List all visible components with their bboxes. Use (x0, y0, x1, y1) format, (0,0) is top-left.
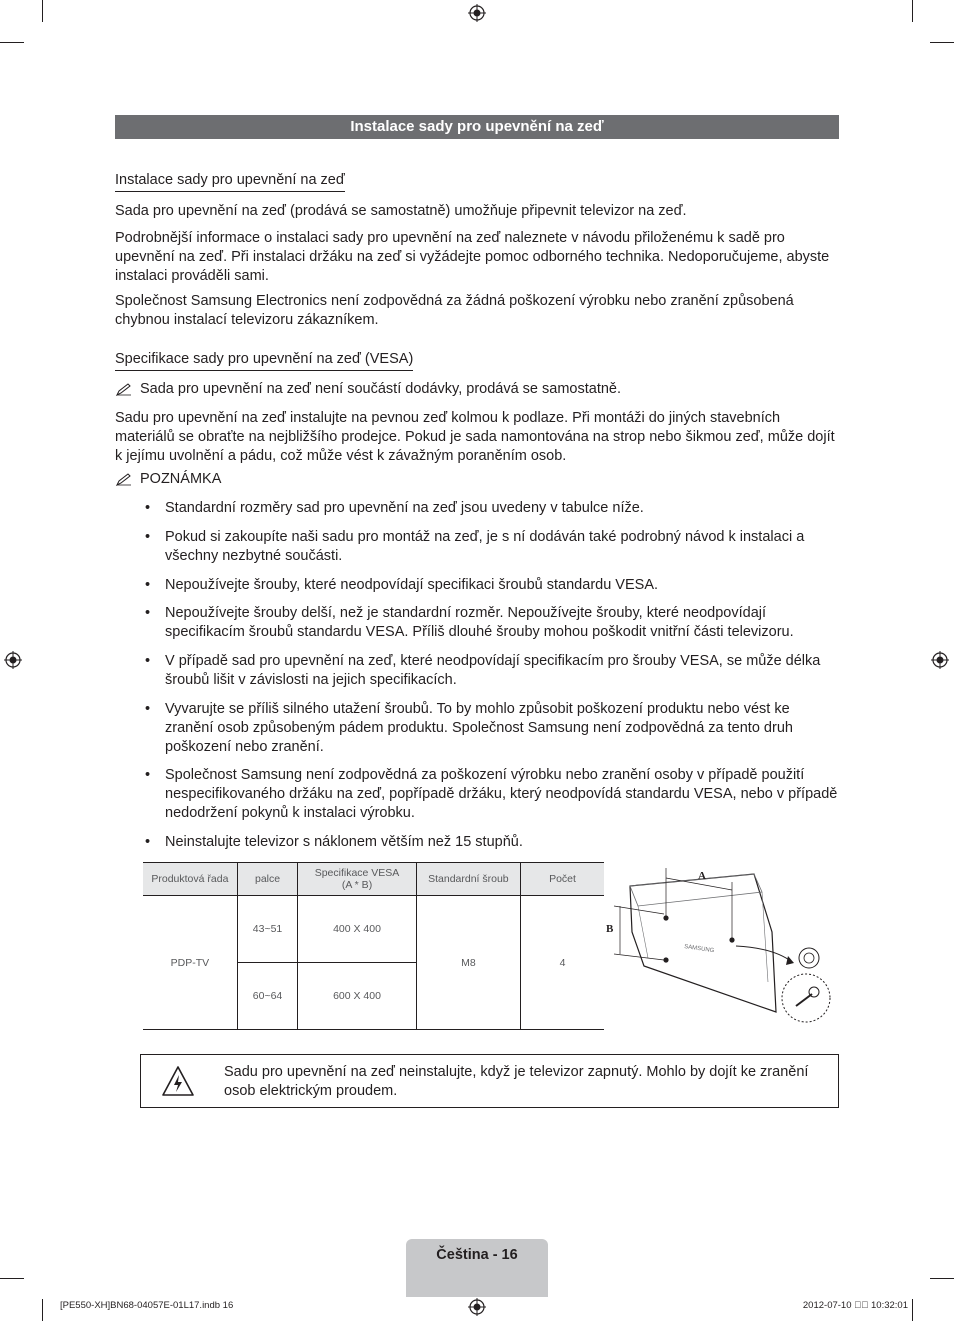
cell-screw: M8 (416, 896, 520, 1030)
registration-mark-icon (931, 651, 949, 669)
crop-mark (42, 1299, 43, 1321)
cell-inches: 43~51 (237, 896, 297, 963)
cell-count: 4 (520, 896, 604, 1030)
table-header-row (143, 863, 604, 896)
list-item: • V případě sad pro upevnění na zeď, které neodpovídají specifikacím pro šrouby VESA, se může délka šroubů lišit v závislosti na jejich specifikacích. (145, 653, 821, 688)
vesa-heading: Specifikace sady pro upevnění na zeď (VESA) (115, 351, 413, 371)
cell-product: PDP-TV (143, 896, 237, 1030)
cell-inches: 60~64 (237, 963, 297, 1030)
dimension-a-label: A (698, 870, 706, 882)
list-item: • Společnost Samsung není zodpovědná za poškození výrobku nebo zranění osoby v případě použití nespecifikovaného držáku na zeď, popřípadě držáku, který neodpovídá standardu VESA, nebo v případě nedodržení pokynů k instalaci výrobku. (145, 767, 838, 821)
header-inches: palce (237, 863, 297, 896)
crop-mark (42, 0, 43, 22)
crop-mark (0, 42, 24, 43)
list-item: • Vyvarujte se příliš silného utažení šroubů. To by mohlo způsobit poškození produktu nebo vést ke zranění osob způsobeným pádem produktu. Společnost Samsung není zodpovědná za tento druh poškození nebo zranění. (145, 701, 793, 755)
install-paragraph-2: Podrobnější informace o instalaci sady pro upevnění na zeď naleznete v návodu přiloženému k sadě pro upevnění na zeď. Při instalaci držáku na zeď si vyžádejte pomoc odborného technika. Nedoporučujeme, abyste instalaci prováděli sami. (115, 230, 830, 284)
list-item: • Neinstalujte televizor s náklonem větším než 15 stupňů. (145, 834, 523, 850)
cell-vesa: 400 X 400 (298, 896, 417, 963)
header-screw: Standardní šroub (416, 863, 520, 896)
install-heading: Instalace sady pro upevnění na zeď (115, 172, 345, 192)
crop-mark (912, 0, 913, 22)
header-count: Počet (520, 863, 604, 896)
crop-mark (930, 1278, 954, 1279)
install-paragraph-1: Sada pro upevnění na zeď (prodává se samostatně) umožňuje připevnit televizor na zeď. (115, 203, 687, 219)
list-item: • Pokud si zakoupíte naši sadu pro montáž na zeď, je s ní dodáván také podrobný návod k instalaci a všechny nezbytné součásti. (145, 529, 805, 564)
note-pencil-icon (115, 383, 133, 397)
list-item-text: Vyvarujte se příliš silného utažení šroubů. To by mohlo způsobit poškození produktu nebo vést ke zranění osob způsobeným pádem produktu. Společnost Samsung není zodpovědná za tento druh poškození nebo zranění. (165, 701, 793, 755)
crop-mark (0, 1278, 24, 1279)
dimension-b-label: B (606, 923, 614, 935)
header-vesa (298, 863, 417, 896)
header-vesa-line1: Specifikace VESA (314, 867, 400, 879)
registration-mark-icon (4, 651, 22, 669)
tv-mount-diagram (604, 862, 840, 1026)
list-item-text: V případě sad pro upevnění na zeď, které neodpovídají specifikacím pro šrouby VESA, se může délka šroubů lišit v závislosti na jejich specifikacích. (165, 653, 821, 688)
cell-vesa: 600 X 400 (298, 963, 417, 1030)
list-item-text: Neinstalujte televizor s náklonem větším než 15 stupňů. (165, 834, 523, 850)
vesa-paragraph: Sadu pro upevnění na zeď instalujte na pevnou zeď kolmou k podlaze. Při montáži do jiných stavebních materiálů se obraťte na nejbližšího prodejce. Pokud je sada namontována na strop nebo šikmou zeď, může dojít k jejímu uvolnění a pádu, což může vést k závažným poraněním osob. (115, 410, 835, 464)
install-paragraph-3: Společnost Samsung Electronics není zodpovědná za žádná poškození výrobku nebo zranění způsobená chybnou instalací televizoru zákazníkem. (115, 293, 794, 328)
list-item: • Nepoužívejte šrouby, které neodpovídají specifikaci šroubů standardu VESA. (145, 577, 659, 593)
crop-mark (912, 1299, 913, 1321)
list-item-text: Standardní rozměry sad pro upevnění na zeď jsou uvedeny v tabulce níže. (165, 500, 644, 516)
page-number: Čeština - 16 (406, 1239, 548, 1297)
registration-mark-icon (468, 1298, 486, 1316)
section-title: Instalace sady pro upevnění na zeď (115, 115, 839, 139)
list-item: • Nepoužívejte šrouby delší, než je standardní rozměr. Nepoužívejte šrouby, které neodpovídají specifikacím šroubů standardu VESA. Příliš dlouhé šrouby mohou poškodit vnitřní části televizoru. (145, 605, 794, 640)
footer-file-info: [PE550-XH]BN68-04057E-01L17.indb 16 (60, 1300, 234, 1311)
warning-text: Sadu pro upevnění na zeď neinstalujte, když je televizor zapnutý. Mohlo by dojít ke zranění osob elektrickým proudem. (224, 1064, 809, 1099)
table-row (143, 896, 604, 963)
header-vesa-line2: (A * B) (341, 879, 373, 891)
registration-mark-icon (468, 4, 486, 22)
list-item-text: Nepoužívejte šrouby delší, než je standardní rozměr. Nepoužívejte šrouby, které neodpovídají specifikacím šroubů standardu VESA. Příliš dlouhé šrouby mohou poškodit vnitřní části televizoru. (165, 605, 794, 640)
list-item-text: Nepoužívejte šrouby, které neodpovídají specifikaci šroubů standardu VESA. (165, 577, 659, 593)
list-item: • Standardní rozměry sad pro upevnění na zeď jsou uvedeny v tabulce níže. (145, 500, 644, 516)
footer-timestamp: 2012-07-10    10:32:01 (802, 1300, 908, 1311)
note-label: POZNÁMKA (140, 471, 222, 487)
note-pencil-icon (115, 473, 133, 487)
list-item-text: Pokud si zakoupíte naši sadu pro montáž na zeď, je s ní dodáván také podrobný návod k instalaci a všechny nezbytné součásti. (165, 529, 805, 564)
vesa-spec-table (143, 862, 604, 1030)
header-product-line: Produktová řada (143, 863, 237, 896)
note-not-included: Sada pro upevnění na zeď není součástí dodávky, prodává se samostatně. (140, 381, 622, 397)
list-item-text: Společnost Samsung není zodpovědná za poškození výrobku nebo zranění osoby v případě použití nespecifikovaného držáku na zeď, popřípadě držáku, který neodpovídá standardu VESA, nebo v případě nedodržení pokynů k instalaci výrobku. (165, 767, 838, 821)
tv-logo: SAMSUNG (683, 944, 715, 955)
crop-mark (930, 42, 954, 43)
electric-warning-icon (161, 1065, 195, 1097)
